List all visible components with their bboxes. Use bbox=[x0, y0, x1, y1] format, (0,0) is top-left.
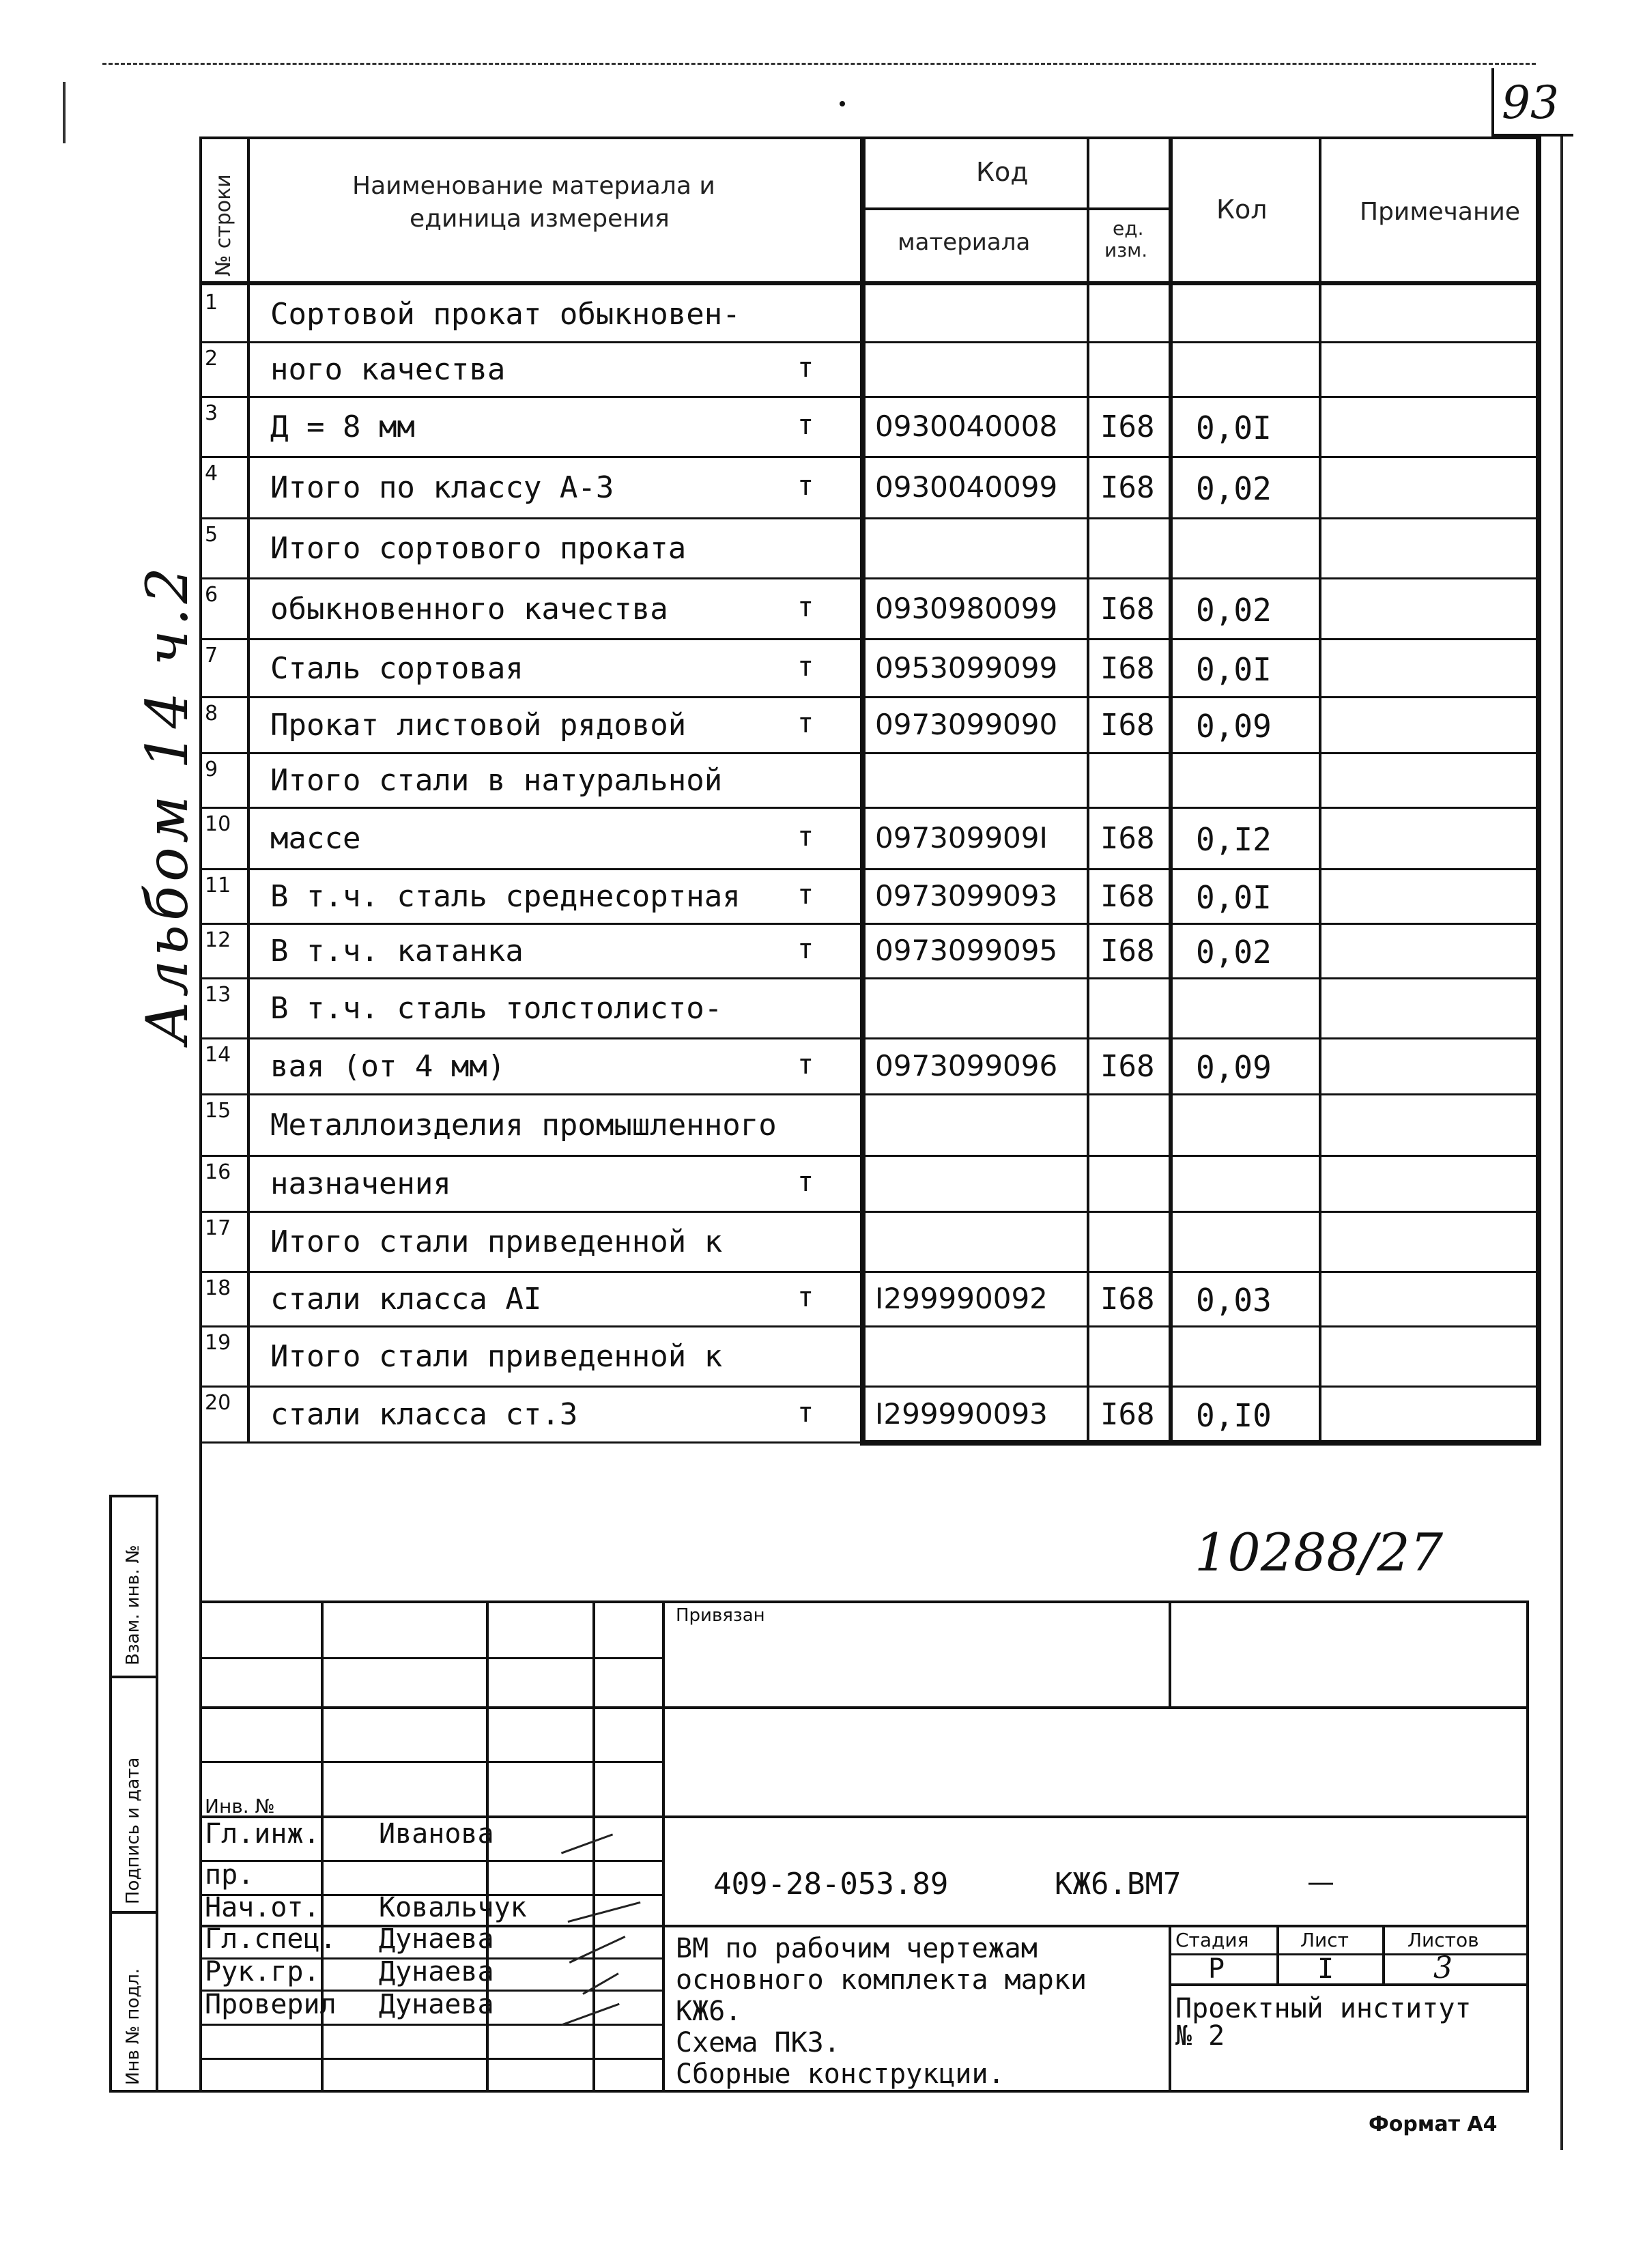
quantity: 0,09 bbox=[1196, 708, 1272, 745]
row-number: 13 bbox=[205, 983, 231, 1007]
row-separator bbox=[199, 1325, 1541, 1327]
material-name: Прокат листовой рядовой bbox=[270, 708, 687, 743]
sheets-label: Листов bbox=[1407, 1929, 1479, 1951]
row-separator bbox=[199, 341, 1541, 343]
organization-line2: № 2 bbox=[1175, 2020, 1225, 2052]
material-code: 097309909I bbox=[875, 821, 1048, 855]
material-name: обыкновенного качества bbox=[270, 592, 668, 627]
material-name: стали класса ст.3 bbox=[270, 1397, 578, 1432]
row-number: 8 bbox=[205, 702, 218, 726]
role-title: Нач.от. bbox=[205, 1892, 320, 1923]
material-code: 0930040099 bbox=[875, 470, 1058, 504]
organization-line1: Проектный институт bbox=[1175, 1993, 1472, 2024]
row-number: 4 bbox=[205, 461, 218, 485]
material-name: Сталь сортовая bbox=[270, 651, 524, 686]
unit: т bbox=[797, 1282, 814, 1313]
code-unit-header-2: изм. bbox=[1104, 239, 1148, 261]
document-title-line: ВМ по рабочим чертежам bbox=[676, 1933, 1038, 1964]
unit-code: I68 bbox=[1100, 821, 1155, 856]
material-name: ного качества bbox=[270, 352, 506, 387]
note-header: Примечание bbox=[1360, 198, 1521, 226]
unit: т bbox=[797, 410, 814, 441]
unit-code: I68 bbox=[1100, 651, 1155, 686]
page-number-box-left bbox=[1491, 68, 1494, 137]
material-name: В т.ч. сталь толстолисто- bbox=[270, 991, 723, 1026]
unit-code: I68 bbox=[1100, 592, 1155, 627]
unit-code: I68 bbox=[1100, 1282, 1155, 1317]
row-number: 15 bbox=[205, 1099, 231, 1123]
quantity: 0,09 bbox=[1196, 1049, 1272, 1086]
name-header-line2: единица измерения bbox=[410, 205, 670, 233]
material-name: В т.ч. катанка bbox=[270, 934, 524, 968]
unit-code: I68 bbox=[1100, 708, 1155, 743]
row-number: 19 bbox=[205, 1331, 231, 1355]
material-name: назначения bbox=[270, 1166, 451, 1201]
row-number: 1 bbox=[205, 291, 218, 315]
row-number: 10 bbox=[205, 812, 231, 836]
unit-code: I68 bbox=[1100, 934, 1155, 968]
material-name: стали класса АI bbox=[270, 1282, 542, 1317]
row-separator bbox=[199, 807, 1541, 809]
material-name: Металлоизделия промышленного bbox=[270, 1108, 777, 1143]
row-separator bbox=[199, 1386, 1541, 1388]
row-separator bbox=[199, 638, 1541, 640]
document-code: 409-28-053.89 bbox=[713, 1867, 949, 1901]
row-number: 20 bbox=[205, 1391, 231, 1415]
row-number: 5 bbox=[205, 523, 218, 547]
code-header: Код bbox=[976, 157, 1029, 187]
unit: т bbox=[797, 934, 814, 965]
row-number: 3 bbox=[205, 401, 218, 425]
row-number: 12 bbox=[205, 928, 231, 952]
name-header-line1: Наименование материала и bbox=[352, 172, 715, 200]
document-dash: — bbox=[1307, 1867, 1334, 1898]
page-number: 93 bbox=[1502, 76, 1559, 129]
privyazan-label: Привязан bbox=[676, 1605, 765, 1626]
row-separator bbox=[199, 1271, 1541, 1273]
material-code: 0973099095 bbox=[875, 934, 1058, 967]
row-number: 11 bbox=[205, 874, 231, 898]
role-title: Гл.спец. bbox=[205, 1923, 337, 1955]
quantity: 0,0I bbox=[1196, 879, 1272, 916]
row-separator bbox=[199, 1441, 1541, 1444]
material-code: 0973099093 bbox=[875, 879, 1058, 913]
quantity: 0,02 bbox=[1196, 592, 1272, 629]
row-number-header: № строки bbox=[212, 174, 235, 276]
album-margin-note: Альбом 14 ч.2 bbox=[134, 562, 201, 1044]
unit-code: I68 bbox=[1100, 470, 1155, 505]
code-unit-header-1: ед. bbox=[1113, 217, 1144, 240]
speck bbox=[840, 101, 845, 106]
document-mark: КЖ6.ВМ7 bbox=[1055, 1867, 1182, 1901]
row-separator bbox=[199, 1211, 1541, 1213]
row-separator bbox=[199, 752, 1541, 754]
unit-code: I68 bbox=[1100, 879, 1155, 914]
material-name: массе bbox=[270, 821, 361, 856]
qty-header: Кол bbox=[1216, 195, 1268, 225]
role-title: Гл.инж. bbox=[205, 1818, 320, 1850]
podpis-data-label: Подпись и дата bbox=[123, 1757, 143, 1904]
code-material-header: материала bbox=[898, 229, 1031, 256]
stage-value: Р bbox=[1208, 1953, 1225, 1985]
quantity: 0,03 bbox=[1196, 1282, 1272, 1319]
row-number: 14 bbox=[205, 1043, 231, 1067]
unit: т bbox=[797, 651, 814, 683]
role-title: пр. bbox=[205, 1859, 255, 1891]
row-separator bbox=[199, 977, 1541, 979]
row-separator bbox=[199, 923, 1541, 925]
material-name: вая (от 4 мм) bbox=[270, 1049, 506, 1084]
unit-code: I68 bbox=[1100, 410, 1155, 444]
row-separator bbox=[199, 577, 1541, 579]
role-person-name: Дунаева bbox=[379, 1923, 494, 1955]
inv-podl-label: Инв № подл. bbox=[123, 1968, 143, 2085]
unit: т bbox=[797, 1166, 814, 1198]
unit: т bbox=[797, 821, 814, 852]
material-code: 0973099096 bbox=[875, 1049, 1058, 1082]
document-title-line: КЖ6. bbox=[676, 1996, 742, 2027]
stage-label: Стадия bbox=[1175, 1929, 1249, 1951]
row-number: 6 bbox=[205, 583, 218, 607]
role-title: Рук.гр. bbox=[205, 1956, 320, 1987]
row-separator bbox=[199, 1093, 1541, 1095]
row-separator bbox=[199, 1155, 1541, 1157]
vzam-inv-label: Взам. инв. № bbox=[123, 1545, 143, 1665]
format-label: Формат А4 bbox=[1369, 2112, 1498, 2136]
material-name: Итого стали в натуральной bbox=[270, 763, 723, 798]
row-number: 17 bbox=[205, 1216, 231, 1240]
document-title-line: основного комплекта марки bbox=[676, 1964, 1087, 1996]
row-separator bbox=[199, 696, 1541, 698]
role-person-name: Дунаева bbox=[379, 1989, 494, 2020]
sheets-value: 3 bbox=[1433, 1951, 1453, 1985]
material-code: 0930980099 bbox=[875, 592, 1058, 625]
unit: т bbox=[797, 470, 814, 502]
row-separator bbox=[199, 1037, 1541, 1039]
quantity: 0,02 bbox=[1196, 934, 1272, 971]
unit: т bbox=[797, 592, 814, 623]
role-title: Проверил bbox=[205, 1989, 337, 2020]
material-name: Итого по классу А-3 bbox=[270, 470, 614, 505]
row-separator bbox=[199, 868, 1541, 870]
top-dashed-border bbox=[102, 63, 1536, 65]
material-name: Итого стали приведенной к bbox=[270, 1339, 723, 1374]
material-name: Д = 8 мм bbox=[270, 410, 415, 444]
unit: т bbox=[797, 1397, 814, 1429]
handwritten-number: 10288/27 bbox=[1195, 1522, 1444, 1583]
document-title-line: Сборные конструкции. bbox=[676, 2058, 1005, 2090]
left-edge-mark bbox=[63, 82, 66, 143]
material-code: 0953099099 bbox=[875, 651, 1058, 685]
row-separator bbox=[199, 396, 1541, 398]
material-name: Итого сортового проката bbox=[270, 531, 687, 566]
row-separator bbox=[199, 456, 1541, 458]
row-number: 16 bbox=[205, 1160, 231, 1184]
unit-code: I68 bbox=[1100, 1049, 1155, 1084]
material-name: В т.ч. сталь среднесортная bbox=[270, 879, 741, 914]
material-code: 0973099090 bbox=[875, 708, 1058, 741]
row-number: 18 bbox=[205, 1276, 231, 1300]
unit-code: I68 bbox=[1100, 1397, 1155, 1432]
sheet-label: Лист bbox=[1300, 1929, 1349, 1951]
row-separator bbox=[199, 517, 1541, 519]
row-number: 9 bbox=[205, 758, 218, 781]
right-edge-line bbox=[1560, 137, 1563, 2150]
unit: т bbox=[797, 1049, 814, 1080]
document-title-line: Схема ПКЗ. bbox=[676, 2027, 840, 2058]
role-person-name: Ковальчук bbox=[379, 1892, 527, 1923]
inv-no-label: Инв. № bbox=[205, 1795, 275, 1818]
row-number: 2 bbox=[205, 347, 218, 371]
role-person-name: Дунаева bbox=[379, 1956, 494, 1987]
quantity: 0,02 bbox=[1196, 470, 1272, 507]
quantity: 0,I0 bbox=[1196, 1397, 1272, 1434]
material-name: Итого стали приведенной к bbox=[270, 1224, 723, 1259]
material-code: I299990093 bbox=[875, 1397, 1048, 1431]
sheet-value: I bbox=[1317, 1953, 1334, 1985]
quantity: 0,0I bbox=[1196, 410, 1272, 446]
role-person-name: Иванова bbox=[379, 1818, 494, 1850]
unit: т bbox=[797, 708, 814, 739]
quantity: 0,0I bbox=[1196, 651, 1272, 688]
material-name: Сортовой прокат обыкновен- bbox=[270, 297, 741, 332]
material-code: I299990092 bbox=[875, 1282, 1048, 1315]
material-code: 0930040008 bbox=[875, 410, 1058, 443]
quantity: 0,I2 bbox=[1196, 821, 1272, 858]
unit: т bbox=[797, 879, 814, 910]
row-number: 7 bbox=[205, 644, 218, 668]
unit: т bbox=[797, 352, 814, 384]
